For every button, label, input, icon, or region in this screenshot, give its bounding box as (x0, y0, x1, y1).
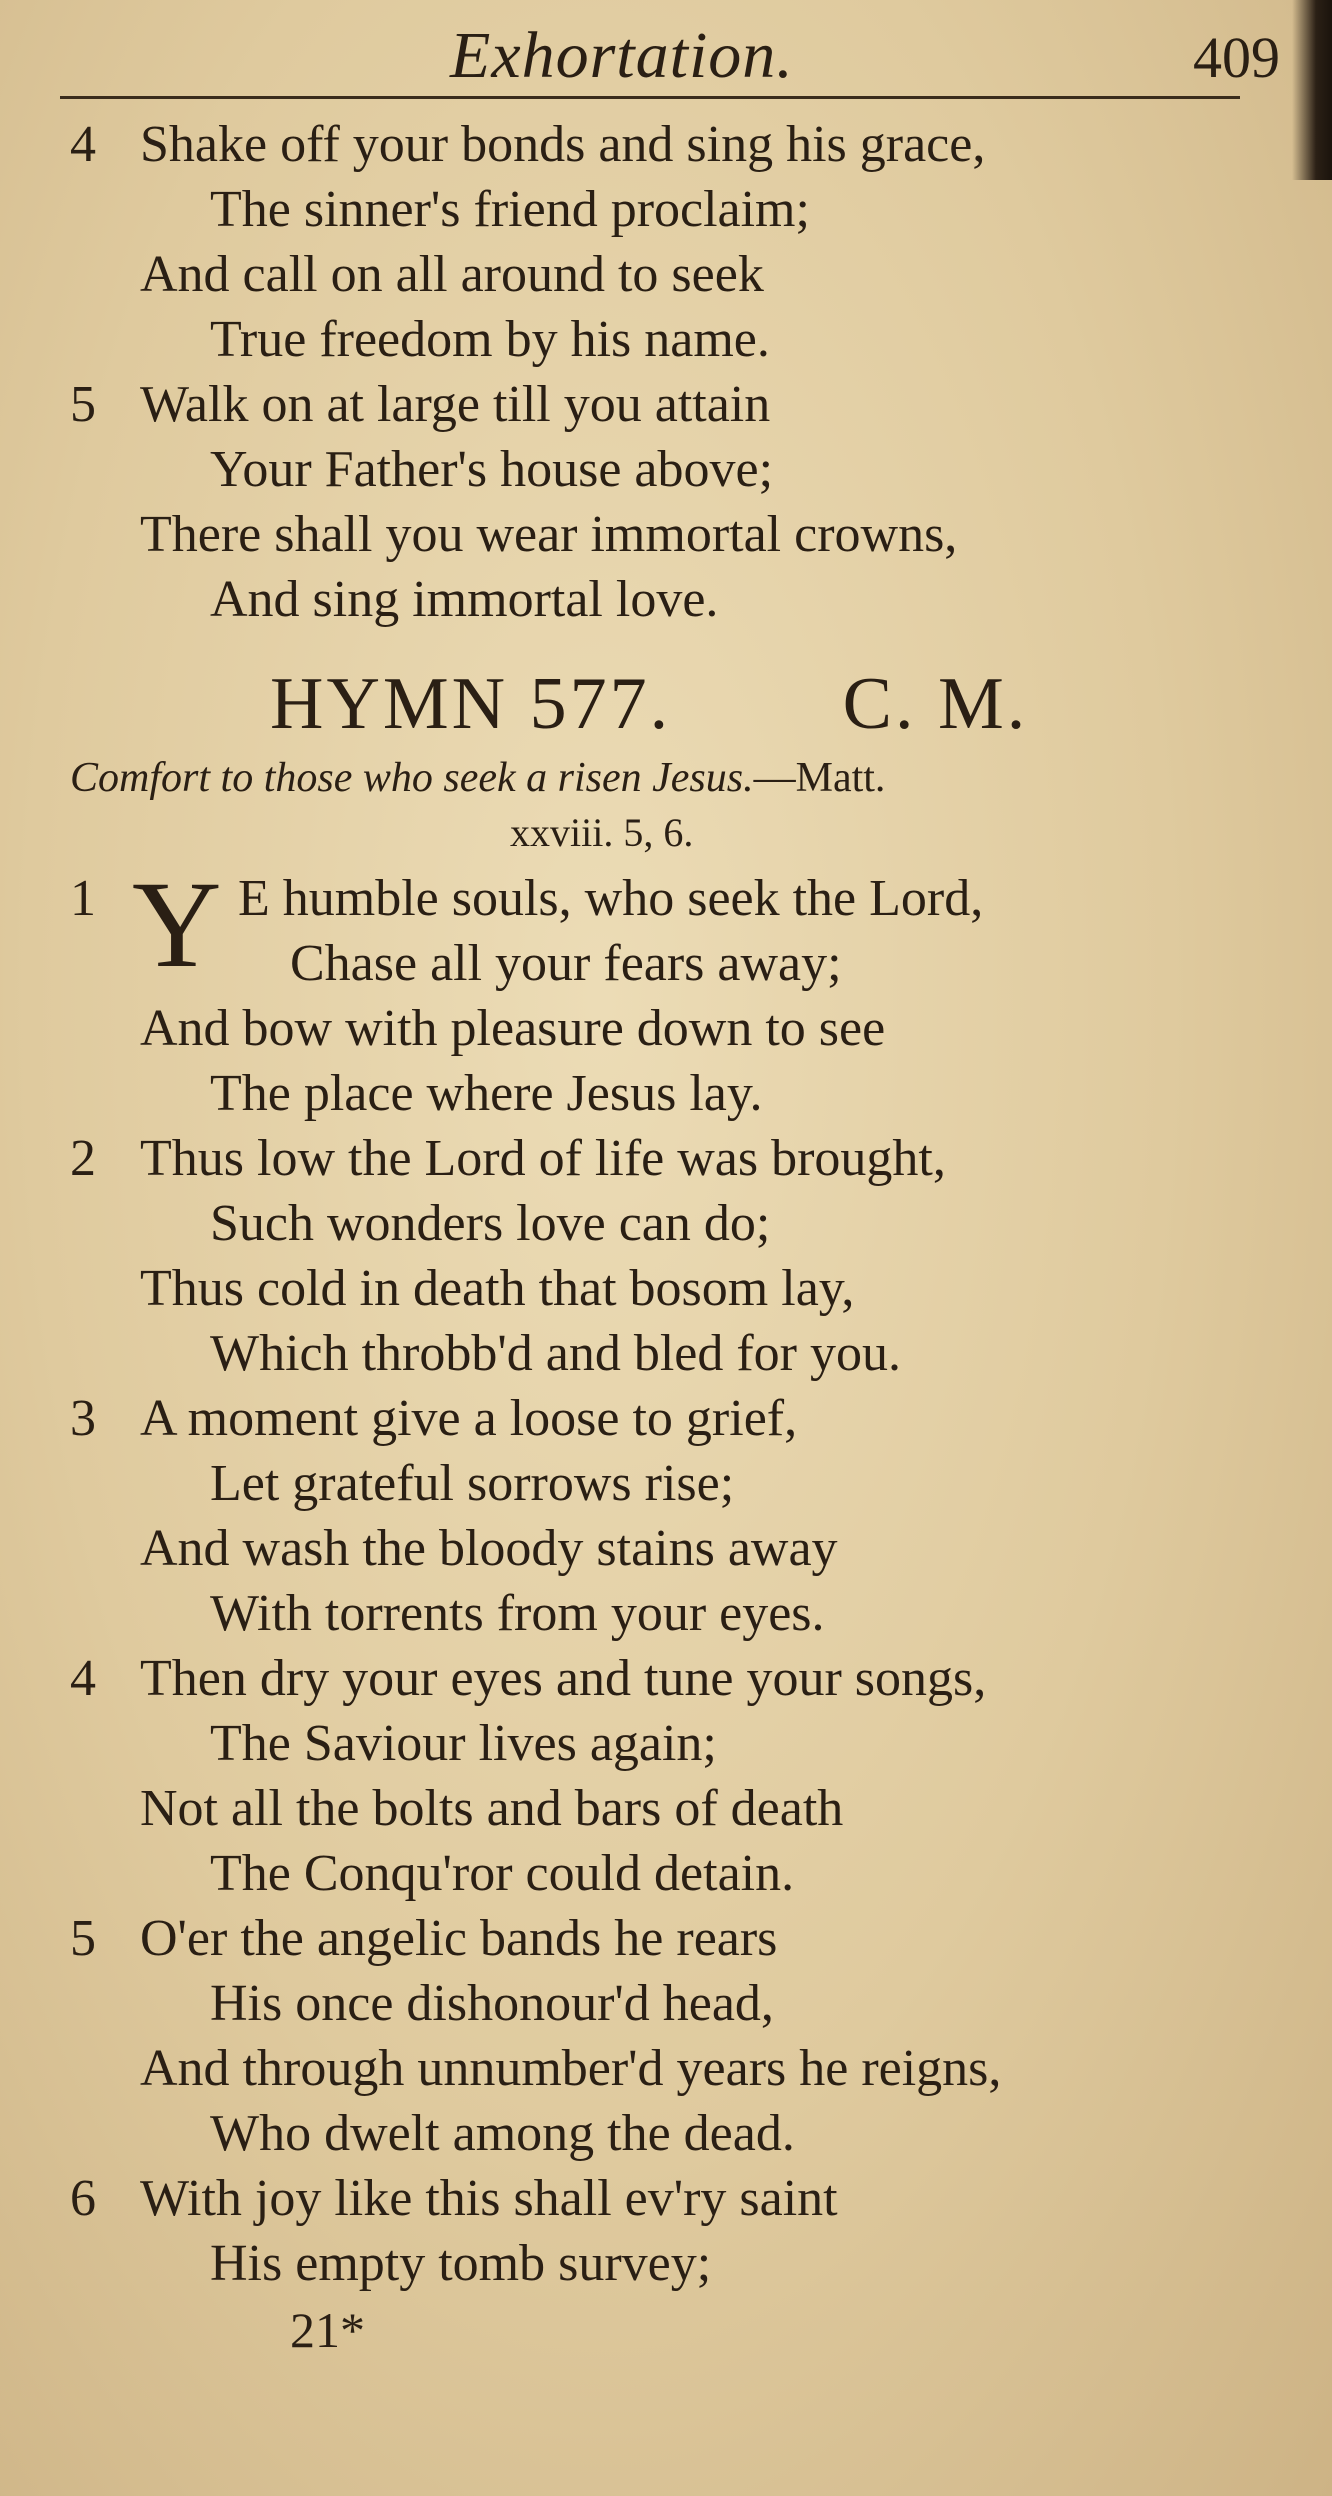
drop-cap: Y (132, 856, 222, 993)
verse-text: Thus low the Lord of life was brought, (140, 1130, 946, 1187)
verse-text: With joy like this shall ev'ry saint (140, 2170, 838, 2227)
verse-line: True freedom by his name. (210, 311, 770, 368)
verse-line: And bow with pleasure down to see (140, 1000, 886, 1057)
verse-line: Who dwelt among the dead. (210, 2105, 795, 2162)
hymn-title (70, 632, 1270, 750)
stanza (70, 1906, 1270, 2166)
verse-line: And call on all around to seek (140, 246, 764, 303)
stanza (70, 856, 1270, 1126)
scripture-reference: —Matt. (753, 755, 886, 801)
stanza (70, 2166, 1270, 2296)
stanza (70, 112, 1270, 372)
scripture-reference-continued: xxviii. 5, 6. (510, 810, 694, 855)
verse-line (70, 2166, 1270, 2231)
verse-line: And wash the bloody stains away (140, 1520, 838, 1577)
verse-line: With torrents from your eyes. (210, 1585, 825, 1642)
verse-line: There shall you wear immortal crowns, (140, 506, 958, 563)
hymn-number: HYMN 577. (270, 663, 672, 745)
verse-line: His once dishonour'd head, (210, 1975, 774, 2032)
page-content (70, 112, 1270, 2360)
verse-line: And through unnumber'd years he reigns, (140, 2040, 1002, 2097)
stanza (70, 372, 1270, 632)
verse-text: Walk on at large till you attain (140, 376, 771, 433)
verse-line: The place where Jesus lay. (210, 1065, 763, 1122)
verse-line: Not all the bolts and bars of death (140, 1780, 844, 1837)
page-number: 409 (1193, 25, 1280, 90)
verse-text: Chase all your fears away; (290, 935, 842, 992)
verse-line: Which throbb'd and bled for you. (210, 1325, 901, 1382)
stanza-number: 6 (70, 2170, 96, 2227)
stanza-number: 3 (70, 1390, 96, 1447)
verse-line (70, 1386, 1270, 1451)
verse-line: The sinner's friend proclaim; (210, 181, 810, 238)
drop-cap-block (70, 856, 1270, 996)
verse-line (70, 112, 1270, 177)
verse-line (70, 1126, 1270, 1191)
verse-text: Then dry your eyes and tune your songs, (140, 1650, 987, 1707)
verse-line: His empty tomb survey; (210, 2235, 712, 2292)
verse-line: Let grateful sorrows rise; (210, 1455, 735, 1512)
stanza-number: 5 (70, 376, 96, 433)
subtitle-text: Comfort to those who seek a risen Jesus. (70, 755, 754, 801)
hymn-meter: C. M. (842, 663, 1029, 745)
verse-line (70, 1646, 1270, 1711)
verse-text: A moment give a loose to grief, (140, 1390, 798, 1447)
stanza-number: 4 (70, 1650, 96, 1707)
verse-text: O'er the angelic bands he rears (140, 1910, 778, 1967)
signature-mark: 21* (290, 2302, 365, 2358)
stanza-number: 1 (70, 870, 96, 927)
stanza-number: 4 (70, 116, 96, 173)
stanza (70, 1386, 1270, 1646)
hymn-subtitle (70, 750, 1270, 806)
verse-line: The Saviour lives again; (210, 1715, 717, 1772)
verse-text: E humble souls, who seek the Lord, (238, 870, 984, 927)
verse-line: Your Father's house above; (210, 441, 774, 498)
header-rule (60, 96, 1240, 99)
stanza-number: 2 (70, 1130, 96, 1187)
verse-line (70, 372, 1270, 437)
running-head: Exhortation. (450, 19, 794, 92)
stanza (70, 1126, 1270, 1386)
verse-line: Such wonders love can do; (210, 1195, 771, 1252)
page-header (60, 18, 1300, 98)
verse-line: The Conqu'ror could detain. (210, 1845, 795, 1902)
stanza (70, 1646, 1270, 1906)
verse-line: And sing immortal love. (210, 571, 719, 628)
verse-line: Thus cold in death that bosom lay, (140, 1260, 855, 1317)
verse-line (70, 1906, 1270, 1971)
stanza-number: 5 (70, 1910, 96, 1967)
verse-text: Shake off your bonds and sing his grace, (140, 116, 986, 173)
